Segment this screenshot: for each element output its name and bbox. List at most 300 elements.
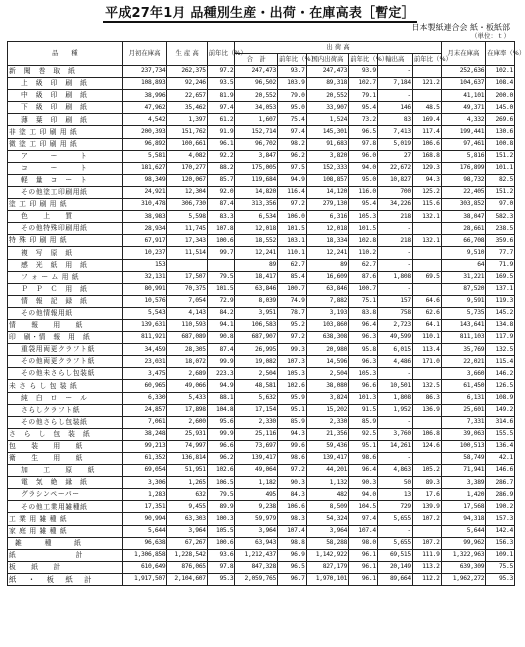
row-value: 1,132 (306, 477, 349, 489)
row-value: 100.7 (349, 283, 378, 295)
row-value: 107.2 (412, 537, 441, 549)
row-value: 14,120 (306, 186, 349, 198)
header-exports: 輸出高 (377, 54, 412, 66)
row-value: 18,552 (235, 235, 278, 247)
row-value: 98.0 (349, 537, 378, 549)
row-value (412, 525, 441, 537)
row-value: 5,019 (377, 138, 412, 150)
row-value: 136.9 (412, 404, 441, 416)
row-product-name: 感 光 紙 用 紙 (8, 259, 123, 271)
row-value: 72.9 (207, 295, 235, 307)
row-value: 96.9 (277, 549, 306, 561)
row-value: 63,303 (167, 513, 207, 525)
row-value: 1,917,507 (122, 573, 167, 585)
row-value: 2,504 (306, 368, 349, 380)
row-value: 97.5 (277, 162, 306, 174)
table-row (8, 211, 515, 223)
row-value: 13 (377, 489, 412, 501)
table-row (8, 102, 515, 114)
row-value: 7,061 (122, 416, 167, 428)
row-value: 96.6 (349, 380, 378, 392)
row-value: 103,860 (306, 319, 349, 331)
row-value: 89,664 (377, 573, 412, 585)
row-value: 106.6 (412, 138, 441, 150)
row-value (207, 259, 235, 271)
row-value: 145,301 (306, 126, 349, 138)
row-value: 10,501 (377, 380, 412, 392)
row-value: 3,964 (306, 525, 349, 537)
row-value: 112.2 (412, 573, 441, 585)
table-row (8, 66, 515, 78)
row-value: 90.3 (277, 477, 306, 489)
row-value: 145.2 (486, 307, 515, 319)
row-value: 12,304 (167, 186, 207, 198)
row-value: - (377, 283, 412, 295)
row-product-name: 家 庭 用 雑 種 紙 (8, 525, 123, 537)
row-value: 95.3 (207, 573, 235, 585)
row-value: 71.9 (486, 259, 515, 271)
row-value: 286.9 (486, 489, 515, 501)
row-value: 97.4 (207, 102, 235, 114)
row-value: 4,486 (377, 356, 412, 368)
report-title (0, 2, 520, 21)
row-value: 139,417 (306, 453, 349, 465)
row-value: 7,413 (377, 126, 412, 138)
row-value: 98,349 (122, 174, 167, 186)
row-value: 42.1 (486, 453, 515, 465)
row-value: 90,994 (122, 513, 167, 525)
row-value: 98.2 (277, 138, 306, 150)
row-value: 2,330 (235, 416, 278, 428)
row-value: 1,970,101 (306, 573, 349, 585)
row-value: 151.2 (486, 186, 515, 198)
row-value: 79.1 (349, 90, 378, 102)
row-value: - (377, 90, 412, 102)
row-value: 93.5 (207, 78, 235, 90)
row-value: 2,504 (235, 368, 278, 380)
row-value (412, 416, 441, 428)
row-value: - (377, 247, 412, 259)
row-value: 77.7 (486, 247, 515, 259)
row-value: 63,943 (235, 537, 278, 549)
table-row (8, 549, 515, 561)
row-value: 729 (377, 501, 412, 513)
row-value: 12,018 (306, 223, 349, 235)
row-value: 49,599 (377, 332, 412, 344)
row-value: 60,965 (122, 380, 167, 392)
row-value: 96.3 (349, 332, 378, 344)
table-row (8, 235, 515, 247)
row-value (412, 368, 441, 380)
row-product-name: 新 聞 巻 取 紙 (8, 66, 123, 78)
row-value: 54,324 (306, 513, 349, 525)
row-value: 306,730 (167, 199, 207, 211)
row-value (412, 283, 441, 295)
row-value: 63,846 (235, 283, 278, 295)
row-value: 106.8 (412, 428, 441, 440)
row-value: 97.2 (207, 66, 235, 78)
row-value: 93.7 (277, 66, 306, 78)
row-value: 69,515 (377, 549, 412, 561)
row-product-name: Ｐ Ｐ Ｃ 用 紙 (8, 283, 123, 295)
row-value: 106,583 (235, 319, 278, 331)
row-value: 5,543 (122, 307, 167, 319)
row-value: 152,333 (306, 162, 349, 174)
row-value: - (377, 525, 412, 537)
row-value: 136.4 (486, 440, 515, 452)
row-value: 69,054 (122, 465, 167, 477)
row-value: 3,820 (306, 150, 349, 162)
row-value: 28,934 (122, 223, 167, 235)
row-product-name: 衛 生 用 紙 (8, 453, 123, 465)
row-value: 247,473 (235, 66, 278, 78)
row-product-name: 板 紙 計 (8, 561, 123, 573)
row-product-name: その他さらし包装紙 (8, 416, 123, 428)
row-value: 38,080 (306, 380, 349, 392)
row-value: 156.3 (486, 537, 515, 549)
row-value: 85.9 (349, 416, 378, 428)
row-value: 175,005 (235, 162, 278, 174)
row-value: 84.2 (207, 307, 235, 319)
row-value: 5,598 (167, 211, 207, 223)
row-value: 103.1 (277, 235, 306, 247)
row-value: 92.2 (207, 150, 235, 162)
row-value: 2,689 (167, 368, 207, 380)
table-row (8, 174, 515, 186)
row-value: 758 (377, 307, 412, 319)
row-product-name: 情 報 記 録 紙 (8, 295, 123, 307)
row-value: 5,644 (441, 525, 486, 537)
row-value: 88.1 (207, 392, 235, 404)
row-value: 134.8 (486, 319, 515, 331)
table-row (8, 283, 515, 295)
row-value: 97.4 (277, 126, 306, 138)
row-value: 10,576 (122, 295, 167, 307)
row-value: 106.6 (277, 501, 306, 513)
row-value: 96.7 (277, 573, 306, 585)
row-product-name: 色 上 質 (8, 211, 123, 223)
table-row (8, 573, 515, 585)
row-value: 50 (377, 477, 412, 489)
row-value: 20,552 (235, 90, 278, 102)
row-value: 96.1 (207, 138, 235, 150)
row-value: 35,769 (441, 344, 486, 356)
row-value: 22,021 (441, 356, 486, 368)
row-value: 151.2 (486, 150, 515, 162)
header-shipments: 出 荷 高 (235, 42, 441, 54)
row-value: 95.9 (277, 392, 306, 404)
row-value: 5,735 (441, 307, 486, 319)
table-row (8, 162, 515, 174)
row-product-name: 軽 量 コ ー ト (8, 174, 123, 186)
row-product-name: その他特殊印刷用紙 (8, 223, 123, 235)
row-value: 94.9 (207, 380, 235, 392)
row-value: 98.6 (349, 453, 378, 465)
row-value: 86.3 (412, 392, 441, 404)
row-value: 95.4 (349, 102, 378, 114)
row-value: 98.3 (277, 513, 306, 525)
row-value: 14,820 (235, 186, 278, 198)
row-value: 95.2 (277, 319, 306, 331)
row-value: 200.0 (486, 90, 515, 102)
row-value: 8,509 (306, 501, 349, 513)
row-value: 38,047 (441, 211, 486, 223)
row-value: 67,917 (122, 235, 167, 247)
production-shipment-inventory-table (7, 41, 525, 586)
row-value: 64.1 (412, 319, 441, 331)
row-value: 64.6 (412, 295, 441, 307)
row-value: 108.9 (486, 392, 515, 404)
row-value: 1,212,437 (235, 549, 278, 561)
row-product-name: その他工業用雑種紙 (8, 501, 123, 513)
row-value: 100.3 (207, 513, 235, 525)
row-value: 1,283 (122, 489, 167, 501)
row-value: 6,330 (122, 392, 167, 404)
row-value: 28,305 (167, 344, 207, 356)
row-value: 93.9 (349, 66, 378, 78)
row-value: 200,393 (122, 126, 167, 138)
row-value: 5,433 (167, 392, 207, 404)
row-value: 109.1 (486, 549, 515, 561)
row-value: 91,683 (306, 138, 349, 150)
row-value: 96.0 (349, 150, 378, 162)
row-value: 66,708 (441, 235, 486, 247)
row-product-name: フ ォ ー ム 用 紙 (8, 271, 123, 283)
row-value: 100.7 (277, 283, 306, 295)
row-value: 33,907 (306, 102, 349, 114)
row-value: 63,846 (306, 283, 349, 295)
row-product-name: 微 塗 工 印 刷 用 紙 (8, 138, 123, 150)
row-value: 237,734 (122, 66, 167, 78)
row-value: 95.6 (207, 416, 235, 428)
row-value: 102.6 (277, 380, 306, 392)
row-value: 38,248 (122, 428, 167, 440)
row-value: 170,277 (167, 162, 207, 174)
row-value: 96,638 (122, 537, 167, 549)
row-value: 69.5 (412, 271, 441, 283)
row-value: 168.8 (412, 150, 441, 162)
row-value: 2,723 (377, 319, 412, 331)
row-value: 3,660 (441, 368, 486, 380)
row-value: 2,059,765 (235, 573, 278, 585)
row-value: 5,816 (441, 150, 486, 162)
row-value: 124.6 (412, 440, 441, 452)
table-row (8, 356, 515, 368)
row-product-name: その他未さらし包装紙 (8, 368, 123, 380)
table-body (8, 66, 515, 586)
row-value: 876,065 (167, 561, 207, 573)
row-value: 157.3 (486, 513, 515, 525)
row-product-name: グラシンペーパー (8, 489, 123, 501)
row-value: 100.8 (486, 138, 515, 150)
row-product-name: 印 刷・情 報 用 紙 (8, 332, 123, 344)
row-value: 119.3 (486, 295, 515, 307)
row-value: 92.0 (207, 186, 235, 198)
row-value: 125.2 (412, 186, 441, 198)
row-value: 44,201 (306, 465, 349, 477)
row-product-name: 特 殊 印 刷 用 紙 (8, 235, 123, 247)
row-value: 108,893 (122, 78, 167, 90)
row-value: 495 (235, 489, 278, 501)
row-product-name: 工 業 用 雑 種 紙 (8, 513, 123, 525)
row-value: 98.6 (277, 453, 306, 465)
header-product: 品 種 (8, 42, 123, 66)
row-value: 1,142,922 (306, 549, 349, 561)
row-value: 105.2 (412, 465, 441, 477)
row-value (412, 66, 441, 78)
row-value: 47,962 (122, 102, 167, 114)
row-value: 61.2 (207, 114, 235, 126)
row-value: 146.2 (486, 368, 515, 380)
table-row (8, 368, 515, 380)
row-value: 59,436 (306, 440, 349, 452)
row-value: 5,581 (122, 150, 167, 162)
row-value: 130.6 (486, 126, 515, 138)
row-value: 84.3 (277, 489, 306, 501)
row-value: 4,863 (377, 465, 412, 477)
row-value: 7,054 (167, 295, 207, 307)
row-value: 94.9 (277, 174, 306, 186)
row-value: 24,857 (122, 404, 167, 416)
row-value: 22,672 (377, 162, 412, 174)
row-value: 34,226 (377, 199, 412, 211)
row-value: 1,265 (167, 477, 207, 489)
row-value: 116.0 (349, 186, 378, 198)
row-value: 171.0 (412, 356, 441, 368)
row-value: 99.6 (277, 440, 306, 452)
row-product-name: 未 さ ら し 包 装 紙 (8, 380, 123, 392)
row-value: 82.5 (486, 174, 515, 186)
row-value: 74.9 (277, 295, 306, 307)
row-value: 6,316 (306, 211, 349, 223)
row-value: 17.6 (412, 489, 441, 501)
row-value: 145.0 (486, 102, 515, 114)
row-value: 100,513 (441, 440, 486, 452)
row-value: 1,808 (377, 392, 412, 404)
row-value: 4,542 (122, 114, 167, 126)
row-value: 146 (377, 102, 412, 114)
table-row (8, 271, 515, 283)
row-value: 639,309 (441, 561, 486, 573)
row-value: 61,352 (122, 453, 167, 465)
table-row (8, 199, 515, 211)
row-value: 79.5 (207, 489, 235, 501)
row-value: 102.7 (349, 78, 378, 90)
row-value: 110.1 (277, 247, 306, 259)
row-value: 632 (167, 489, 207, 501)
row-value: 310,478 (122, 199, 167, 211)
row-value: 31,221 (441, 271, 486, 283)
row-value: 21,356 (306, 428, 349, 440)
table-row (8, 561, 515, 573)
row-value: 96.6 (207, 440, 235, 452)
row-value: 6,015 (377, 344, 412, 356)
row-value: 482 (306, 489, 349, 501)
row-value: 39,063 (441, 428, 486, 440)
row-value: 113.4 (412, 344, 441, 356)
row-value: 83.3 (207, 211, 235, 223)
row-value: 94.1 (207, 319, 235, 331)
row-value (412, 247, 441, 259)
row-value: 1,182 (235, 477, 278, 489)
row-value: 10,237 (122, 247, 167, 259)
row-value: 92,246 (167, 78, 207, 90)
table-row (8, 477, 515, 489)
row-value: 4,332 (441, 114, 486, 126)
row-value: 111.9 (412, 549, 441, 561)
row-value: 313,356 (235, 199, 278, 211)
table-row (8, 295, 515, 307)
table-row (8, 259, 515, 271)
table-row (8, 513, 515, 525)
row-value: 96.1 (349, 573, 378, 585)
row-value: 1,397 (167, 114, 207, 126)
row-product-name: 塗 工 印 刷 用 紙 (8, 199, 123, 211)
row-value: 9,510 (441, 247, 486, 259)
row-value: 811,921 (122, 332, 167, 344)
row-value: 269.6 (486, 114, 515, 126)
row-value: 22,405 (441, 186, 486, 198)
row-value: 279,130 (306, 199, 349, 211)
row-value: 62.7 (277, 259, 306, 271)
table-row (8, 247, 515, 259)
row-value: 104,637 (441, 78, 486, 90)
row-value: 96.1 (349, 561, 378, 573)
row-value: 11,514 (167, 247, 207, 259)
row-value: - (377, 66, 412, 78)
row-value: 96.2 (207, 453, 235, 465)
row-value: 107.4 (277, 525, 306, 537)
header-stock-ratio: 在庫率（%） (486, 42, 515, 66)
row-value: 96.4 (349, 319, 378, 331)
row-value: 199,441 (441, 126, 486, 138)
row-value: 3,306 (122, 477, 167, 489)
row-value: 58,749 (441, 453, 486, 465)
row-value: 1,524 (306, 114, 349, 126)
row-value: 85.7 (207, 174, 235, 186)
table-row (8, 344, 515, 356)
row-value: 152,714 (235, 126, 278, 138)
table-row (8, 114, 515, 126)
row-value: 107.2 (412, 513, 441, 525)
row-value: 20,980 (306, 344, 349, 356)
header-exports-yoy: 前年比（%） (412, 54, 441, 66)
row-value: 27 (377, 150, 412, 162)
row-value: 87.4 (207, 344, 235, 356)
row-value: 687,089 (167, 332, 207, 344)
row-product-name: 雑 種 紙 (8, 537, 123, 549)
row-value: 87.6 (349, 271, 378, 283)
row-value: 99.7 (207, 247, 235, 259)
row-value: 132.1 (412, 211, 441, 223)
table-row (8, 465, 515, 477)
row-value: 1,952 (377, 404, 412, 416)
table-row (8, 319, 515, 331)
row-value: 101.5 (349, 223, 378, 235)
row-value: 106.0 (277, 211, 306, 223)
row-value: 95.0 (277, 102, 306, 114)
row-value: 121.2 (412, 78, 441, 90)
row-value: 223.3 (207, 368, 235, 380)
row-value: 97.0 (486, 199, 515, 211)
row-value: 117.9 (486, 332, 515, 344)
row-product-name: コ ー ト (8, 162, 123, 174)
row-value: 6,534 (235, 211, 278, 223)
row-value: 9,238 (235, 501, 278, 513)
row-product-name: 中 級 印 刷 紙 (8, 90, 123, 102)
row-value: 25,601 (441, 404, 486, 416)
row-value: 2,600 (167, 416, 207, 428)
